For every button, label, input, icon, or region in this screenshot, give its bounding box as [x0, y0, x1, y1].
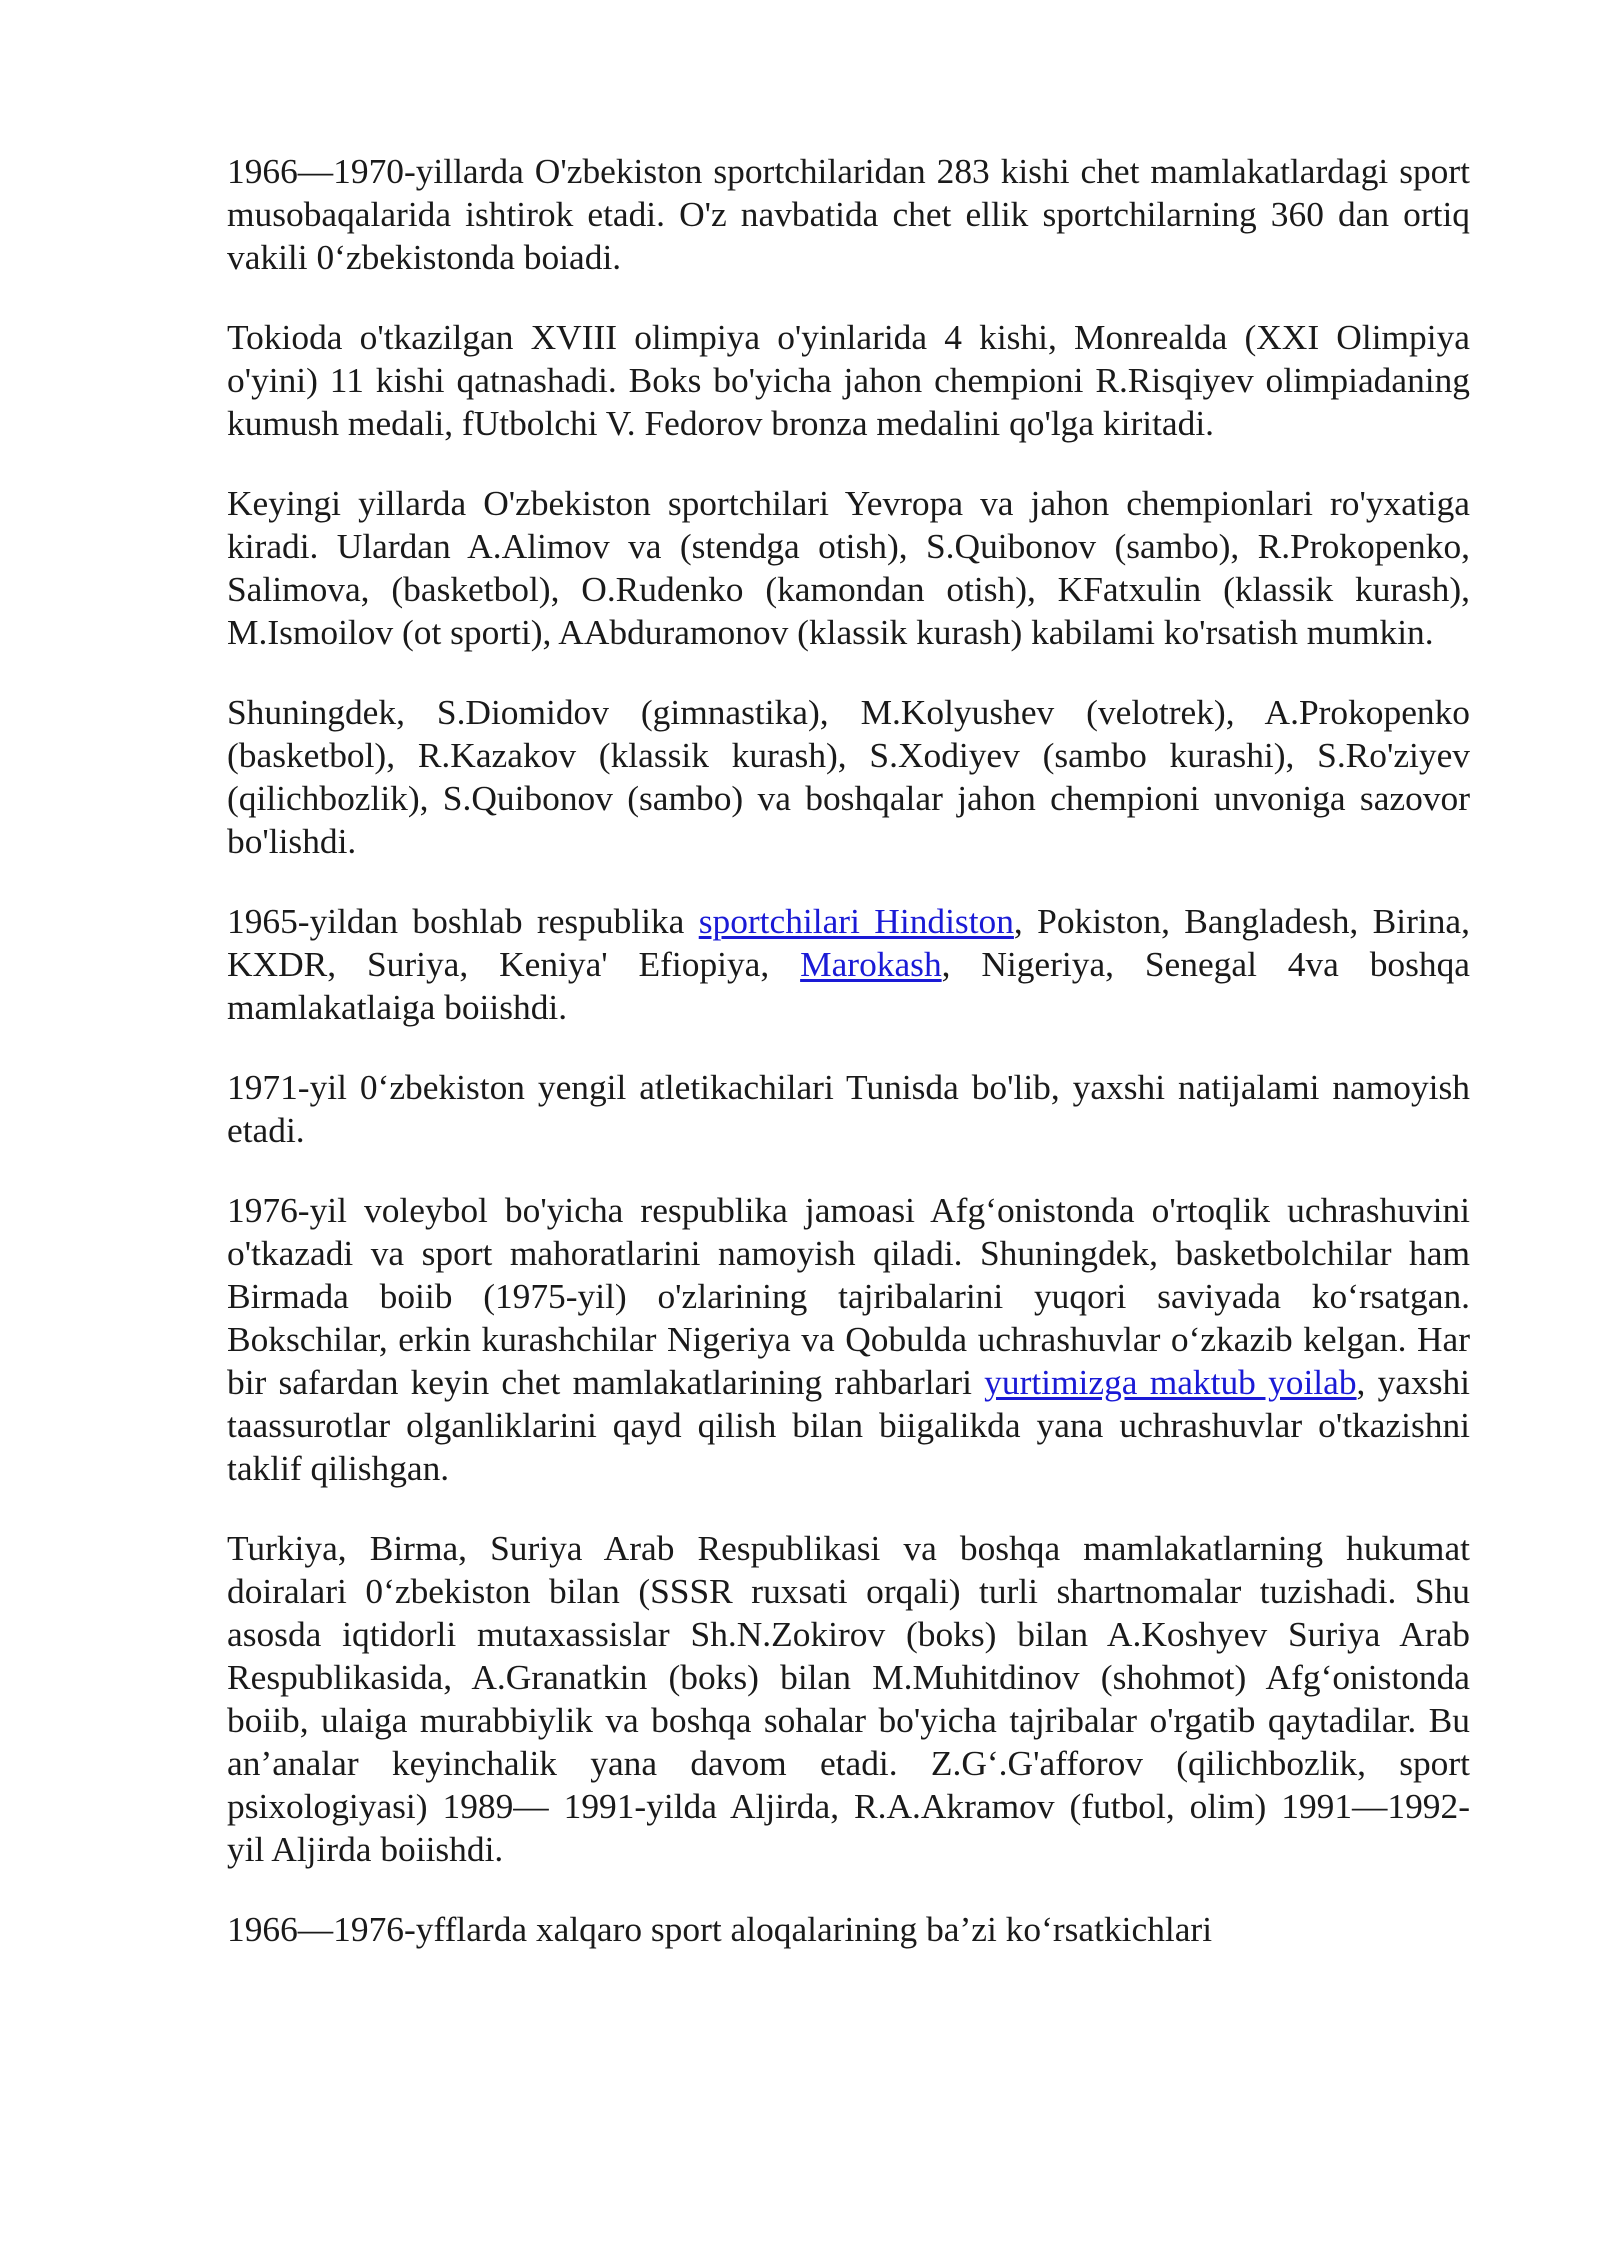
paragraph-4: Shuningdek, S.Diomidov (gimnastika), M.Kolyushev (velotrek), A.Prokopenko (basketbol), R.Kazakov (klassik kurash), S.Xodiyev (sambo kurashi), S.Ro'ziyev (qilichbozlik), S.Quibonov (sambo) va boshqalar jahon chempioni unvoniga sazovor bo'lishdi. [227, 692, 1470, 861]
paragraph-5 [227, 900, 1470, 1029]
paragraph-6: 1971-yil 0‘zbekiston yengil atletikachilari Tunisda bo'lib, yaxshi natijalami namoyish etadi. [227, 1067, 1470, 1150]
paragraph-7-text-2: , yaxshi taassurotlar olganliklarini qayd qilish bilan biigalikda yana uchrashuvlar o'tkazishni taklif qilishgan. [227, 1362, 1470, 1488]
paragraph-7-text-1: 1976-yil voleybol bo'yicha respublika jamoasi Afg‘onistonda o'rtoqlik uchrashuvini o'tkazadi va sport mahoratlarini namoyish qiladi. Shuningdek, basketbolchilar ham Birmada boiib (1975-yil) o'zlarining tajribalarini yuqori saviyada ko‘rsatgan. Bokschilar, erkin kurashchilar Nigeriya va Qobulda uchrashuvlar o‘zkazib kelgan. Har bir safardan keyin chet mamlakatlarining rahbarlari [227, 1190, 1470, 1402]
paragraph-5-text-3: , Nigeriya, Senegal 4va boshqa mamlakatlaiga boiishdi. [227, 944, 1470, 1027]
paragraph-1: 1966—1970-yillarda O'zbekiston sportchilaridan 283 kishi chet mamlakatlardagi sport musobaqalarida ishtirok etadi. O'z navbatida chet ellik sportchilarning 360 dan ortiq vakili 0‘zbekistonda boiadi. [227, 151, 1470, 277]
paragraph-5-text-1: 1965-yildan boshlab respublika [227, 901, 699, 941]
paragraph-5-text-2: , Pokiston, Bangladesh, Birina, KXDR, Suriya, Keniya' Efiopiya, [227, 901, 1470, 984]
paragraph-2: Tokioda o'tkazilgan XVIII olimpiya o'yinlarida 4 kishi, Monrealda (XXI Olimpiya o'yini) 11 kishi qatnashadi. Boks bo'yicha jahon chempioni R.Risqiyev olimpiadaning kumush medali, fUtbolchi V. Fedorov bronza medalini qo'lga kiritadi. [227, 317, 1470, 443]
document-page [227, 150, 1470, 1988]
link-yurtimizga-maktub[interactable]: yurtimizga maktub yoilab [984, 1362, 1357, 1402]
link-sportchilari-hindiston[interactable]: sportchilari Hindiston [698, 901, 1014, 941]
paragraph-9-heading: 1966—1976-yfflarda xalqaro sport aloqalarining ba’zi ko‘rsatkichlari [227, 1909, 1213, 1949]
paragraph-3: Keyingi yillarda O'zbekiston sportchilari Yevropa va jahon chempionlari ro'yxatiga kiradi. Ulardan A.Alimov va (stendga otish), S.Quibonov (sambo), R.Prokopenko, Salimova, (basketbol), O.Rudenko (kamondan otish), KFatxulin (klassik kurash), M.Ismoilov (ot sporti), AAbduramonov (klassik kurash) kabilami ko'rsatish mumkin. [227, 483, 1470, 652]
paragraph-8: Turkiya, Birma, Suriya Arab Respublikasi va boshqa mamlakatlarning hukumat doiralari 0‘zbekiston bilan (SSSR ruxsati orqali) turli shartnomalar tuzishadi. Shu asosda iqtidorli mutaxassislar Sh.N.Zokirov (boks) bilan A.Koshyev Suriya Arab Respublikasida, A.Granatkin (boks) bilan M.Muhitdinov (shohmot) Afg‘onistonda boiib, ulaiga murabbiylik va boshqa sohalar bo'yicha tajribalar o'rgatib qaytadilar. Bu an’analar keyinchalik yana davom etadi. Z.G‘.G'afforov (qilichbozlik, sport psixologiyasi) 1989— 1991-yilda Aljirda, R.A.Akramov (futbol, olim) 1991—1992- yil Aljirda boiishdi. [227, 1528, 1470, 1869]
link-marokash[interactable]: Marokash [800, 944, 942, 984]
paragraph-7 [227, 1189, 1470, 1490]
